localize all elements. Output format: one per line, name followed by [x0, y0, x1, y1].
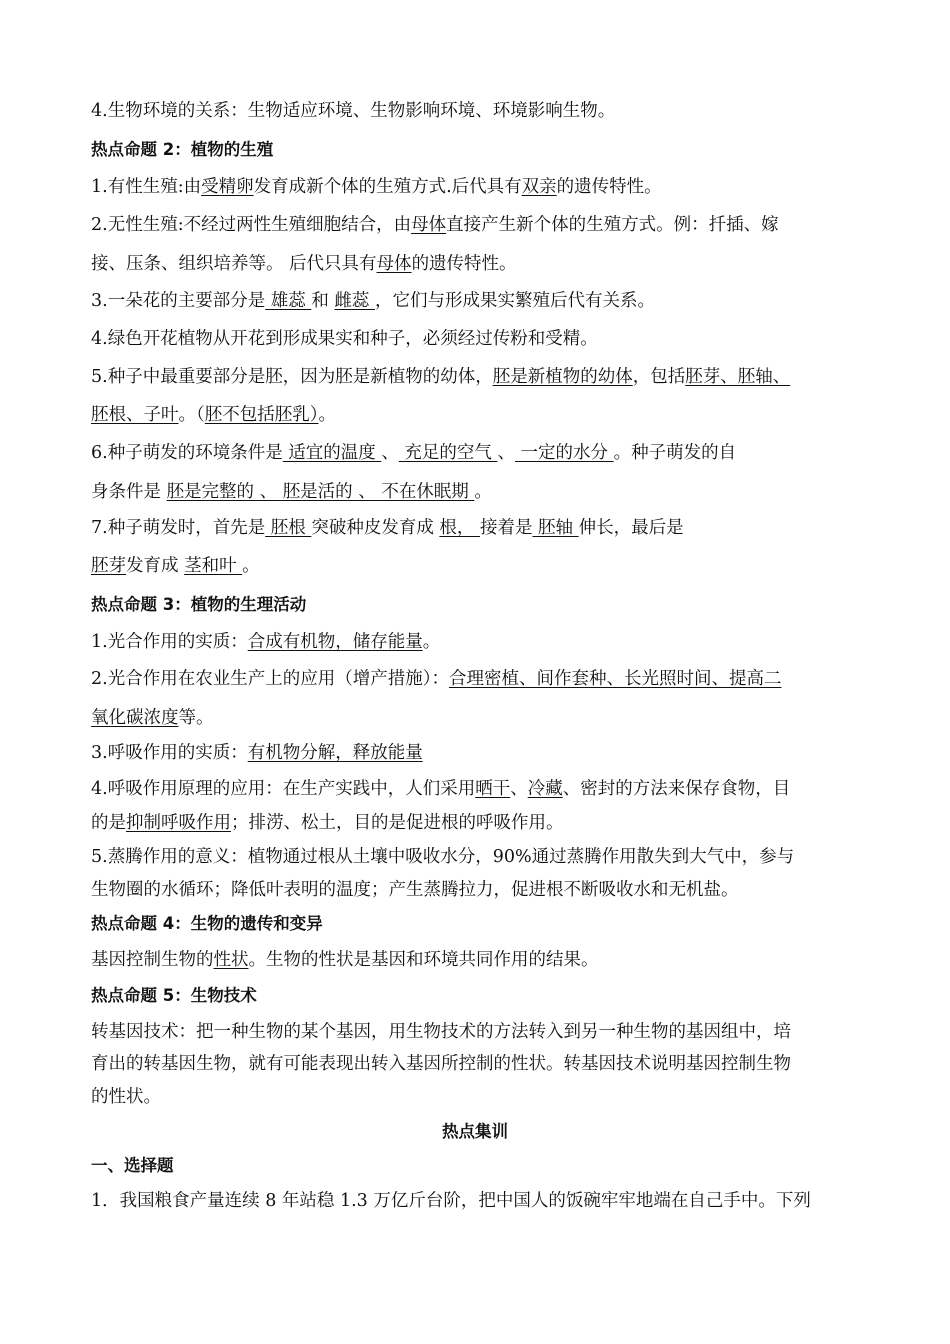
underlined-answer: 母体: [376, 254, 412, 274]
text-segment: 、: [497, 443, 515, 463]
underlined-answer: 根，: [439, 518, 480, 538]
text-line: [91, 252, 863, 276]
underlined-answer: 胚根: [265, 518, 312, 538]
text-segment: 3.一朵花的主要部分是: [91, 291, 266, 311]
text-line: [91, 480, 863, 504]
text-line: [91, 845, 863, 869]
underlined-answer: 合成有机物，储存能量: [247, 632, 423, 652]
text-line: [91, 948, 863, 972]
text-segment: 基因控制生物的: [91, 950, 214, 970]
text-segment: 的性状。: [91, 1087, 161, 1107]
text-segment: 热点命题 5：生物技术: [91, 986, 257, 1005]
text-segment: 直接产生新个体的生殖方式。例：扦插、嫁: [446, 215, 779, 235]
text-segment: 热点命题 3：植物的生理活动: [91, 595, 307, 614]
text-segment: 2.光合作用在农业生产上的应用（增产措施）：: [91, 669, 449, 689]
text-segment: 伸长，最后是: [578, 518, 684, 538]
underlined-answer: 合理密植、间作套种、长光照时间、提高二: [448, 669, 782, 689]
text-segment: ；排涝、松土，目的是促进根的呼吸作用。: [231, 813, 564, 833]
text-line: [91, 878, 863, 902]
text-segment: 、密封的方法来保存食物，目: [562, 779, 791, 799]
text-segment: ，包括: [632, 367, 686, 387]
title-centered: [0, 1120, 950, 1144]
section-heading: [91, 984, 863, 1008]
text-segment: 。: [422, 632, 441, 652]
text-segment: 。生物的性状是基因和环境共同作用的结果。: [248, 950, 599, 970]
text-segment: 热点集训: [442, 1122, 508, 1141]
text-segment: 生物圈的水循环；降低叶表明的温度；产生蒸腾拉力，促进根不断吸收水和无机盐。: [91, 880, 739, 900]
text-line: [91, 327, 863, 351]
text-segment: 接、压条、组织培养等。 后代只具有: [91, 254, 377, 274]
text-line: [91, 777, 863, 801]
text-segment: 6.种子萌发的环境条件是: [91, 443, 283, 463]
text-line: [91, 630, 863, 654]
text-line: [91, 213, 863, 237]
text-segment: 身条件是: [91, 482, 167, 502]
question-line: [91, 1189, 863, 1213]
underlined-answer: 茎和叶: [184, 556, 243, 576]
text-segment: ，它们与形成果实繁殖后代有关系。: [375, 291, 655, 311]
text-line: [91, 365, 863, 389]
section-heading: [91, 912, 863, 936]
text-segment: 的是: [91, 813, 126, 833]
text-segment: 。种子萌发的自: [613, 443, 737, 463]
underlined-answer: 胚是新植物的幼体: [492, 367, 633, 387]
text-segment: 。: [474, 482, 492, 502]
text-segment: 发育成新个体的生殖方式.后代具有: [253, 177, 522, 197]
underlined-answer: 胚轴: [532, 518, 579, 538]
text-segment: 。: [242, 556, 260, 576]
text-line: [91, 667, 863, 691]
text-segment: 育出的转基因生物，就有可能表现出转入基因所控制的性状。转基因技术说明基因控制生物: [91, 1054, 791, 1074]
text-segment: 1.有性生殖:由: [91, 177, 202, 197]
text-segment: 、: [381, 443, 399, 463]
text-segment: 1．我国粮食产量连续 8 年站稳 1.3 万亿斤台阶，把中国人的饭碗牢牢地端在自己手中。下列: [91, 1191, 811, 1211]
underlined-answer: 冷藏: [527, 779, 563, 799]
text-segment: 转基因技术：把一种生物的某个基因，用生物技术的方法转入到另一种生物的基因组中，培: [91, 1022, 791, 1042]
underlined-answer: 胚是完整的 、 胚是活的 、 不在休眠期: [166, 482, 475, 502]
underlined-answer: 有机物分解，释放能量: [247, 743, 423, 763]
text-line: [91, 403, 863, 427]
text-segment: 的遗传特性。: [556, 177, 662, 197]
underlined-answer: 抑制呼吸作用: [126, 813, 231, 833]
text-segment: 1.光合作用的实质：: [91, 632, 248, 652]
text-segment: 5.种子中最重要部分是胚，因为胚是新植物的幼体，: [91, 367, 493, 387]
text-segment: 和: [311, 291, 335, 311]
text-line: [91, 441, 863, 465]
text-line: [91, 175, 863, 199]
underlined-answer: 雄蕊: [265, 291, 312, 311]
text-segment: 突破种皮发育成: [311, 518, 440, 538]
underlined-answer: 适宜的温度: [282, 443, 382, 463]
underlined-answer: 充足的空气: [398, 443, 498, 463]
underlined-answer: 胚不包括胚乳）: [204, 405, 319, 425]
section-heading: [91, 138, 863, 162]
underlined-answer: 氧化碳浓度: [91, 708, 179, 728]
text-segment: 一、选择题: [91, 1156, 174, 1175]
underlined-answer: 胚芽: [91, 556, 126, 576]
underlined-answer: 雌蕊: [334, 291, 375, 311]
text-line: [91, 289, 863, 313]
text-segment: 3.呼吸作用的实质：: [91, 743, 248, 763]
text-segment: 等。: [178, 708, 214, 728]
text-line: [91, 1085, 863, 1109]
underlined-answer: 母体: [411, 215, 447, 235]
text-line: [91, 741, 863, 765]
text-segment: 2.无性生殖:不经过两性生殖细胞结合，由: [91, 215, 412, 235]
text-segment: 热点命题 4：生物的遗传和变异: [91, 914, 323, 933]
text-segment: 、: [510, 779, 528, 799]
text-segment: 接着是: [479, 518, 533, 538]
text-segment: 4.绿色开花植物从开花到形成果实和种子，必须经过传粉和受精。: [91, 329, 598, 349]
text-line: [91, 811, 863, 835]
text-segment: 4.生物环境的关系：生物适应环境、生物影响环境、环境影响生物。: [91, 101, 616, 121]
text-segment: 4.呼吸作用原理的应用：在生产实践中，人们采用: [91, 779, 476, 799]
underlined-answer: 晒干: [475, 779, 511, 799]
text-segment: 。（: [178, 405, 205, 425]
text-line: [91, 1052, 863, 1076]
section-heading: [91, 1154, 863, 1178]
underlined-answer: 性状: [213, 950, 249, 970]
text-segment: 。: [318, 405, 336, 425]
text-segment: 5.蒸腾作用的意义：植物通过根从土壤中吸收水分，90%通过蒸腾作用散失到大气中，参与: [91, 847, 795, 867]
section-heading: [91, 593, 863, 617]
text-line: [91, 1020, 863, 1044]
underlined-answer: 胚芽、胚轴、: [685, 367, 791, 387]
text-segment: 热点命题 2：植物的生殖: [91, 140, 274, 159]
text-line: [91, 706, 863, 730]
text-line: [91, 554, 863, 578]
underlined-answer: 受精卵: [201, 177, 254, 197]
text-segment: 的遗传特性。: [411, 254, 517, 274]
text-segment: 发育成: [126, 556, 185, 576]
text-line: [91, 99, 863, 123]
text-line: [91, 516, 863, 540]
underlined-answer: 双亲: [521, 177, 557, 197]
underlined-answer: 一定的水分: [514, 443, 614, 463]
text-segment: 7.种子萌发时，首先是: [91, 518, 266, 538]
underlined-answer: 胚根、子叶: [91, 405, 179, 425]
